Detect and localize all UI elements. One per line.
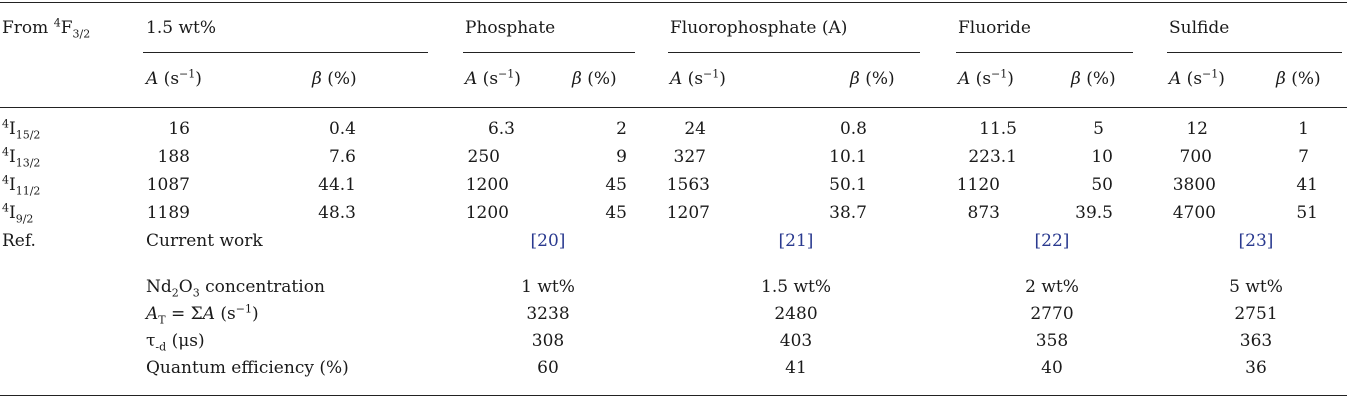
table-mid-rule: [0, 107, 1347, 108]
ref-link-23[interactable]: [23]: [1238, 231, 1274, 251]
table-cell: 24: [684, 119, 706, 139]
group-header-sulfide: Sulfide: [1169, 18, 1230, 38]
group-rule-1-5wt: [143, 52, 428, 53]
table-cell: 1207: [666, 203, 710, 223]
group-header-fluorophosphate: Fluorophosphate (A): [670, 18, 848, 38]
table-cell: 44.1: [318, 175, 356, 195]
col-header-A-1: A $(s^{-1})$: [146, 67, 202, 89]
group-rule-fluorophosphate: [668, 52, 920, 53]
quantum-efficiency-value: 41: [785, 358, 807, 378]
col-header-beta-4: β (%): [1071, 69, 1116, 89]
concentration-value: 1 wt%: [521, 277, 575, 297]
group-rule-phosphate: [463, 52, 635, 53]
table-cell: 11.5: [979, 119, 1017, 139]
table-cell: 50.1: [829, 175, 867, 195]
lifetime-value: 363: [1239, 331, 1273, 351]
lifetime-label: $\tau_{-d}$ (μs): [146, 331, 205, 354]
from-level-header: From $^4F_{3/2}$: [2, 16, 91, 41]
concentration-label: $Nd_2O_3$ concentration: [146, 277, 325, 300]
table-cell: 327: [673, 147, 706, 167]
total-rate-label: $A_T = \Sigma A$ $(s^{-1})$: [146, 302, 259, 327]
table-cell: 250: [467, 147, 500, 167]
col-header-A-4: A $(s^{-1})$: [958, 67, 1014, 89]
table-cell: 51: [1296, 203, 1318, 223]
table-cell: 1087: [146, 175, 190, 195]
row-label-I15-2: $^4I_{15/2}$: [2, 117, 41, 142]
lifetime-value: 403: [779, 331, 813, 351]
table-cell: 1120: [956, 175, 1000, 195]
table-cell: 7: [1298, 147, 1309, 167]
group-header-1-5wt: 1.5 wt%: [146, 18, 216, 38]
table-cell: 700: [1179, 147, 1212, 167]
table-cell: 2: [616, 119, 627, 139]
ref-link-21[interactable]: [21]: [778, 231, 814, 251]
table-bottom-rule: [0, 395, 1347, 396]
concentration-value: 5 wt%: [1229, 277, 1283, 297]
col-header-beta-3: β (%): [850, 69, 895, 89]
table-cell: 45: [605, 203, 627, 223]
table-cell: 3800: [1172, 175, 1216, 195]
col-header-beta-5: β (%): [1276, 69, 1321, 89]
group-header-fluoride: Fluoride: [958, 18, 1031, 38]
table-cell: 0.4: [328, 119, 356, 139]
total-rate-value: 2480: [774, 304, 818, 324]
table-cell: 1: [1298, 119, 1309, 139]
concentration-value: 1.5 wt%: [761, 277, 831, 297]
lifetime-value: 308: [531, 331, 565, 351]
table-cell: 38.7: [829, 203, 867, 223]
ref-current-work: Current work: [146, 231, 263, 251]
total-rate-value: 2770: [1030, 304, 1074, 324]
table-cell: 10.1: [829, 147, 867, 167]
table-cell: 5: [1093, 119, 1104, 139]
quantum-efficiency-label: Quantum efficiency (%): [146, 358, 349, 378]
total-rate-value: 3238: [526, 304, 570, 324]
col-header-A-5: A $(s^{-1})$: [1169, 67, 1225, 89]
table-cell: 50: [1091, 175, 1113, 195]
table-cell: 6.3: [487, 119, 515, 139]
table-cell: 39.5: [1075, 203, 1113, 223]
table-cell: 16: [168, 119, 190, 139]
table-cell: 10: [1091, 147, 1113, 167]
col-header-A-3: A $(s^{-1})$: [670, 67, 726, 89]
row-label-I11-2: $^4I_{11/2}$: [2, 173, 41, 198]
col-header-beta-1: β (%): [312, 69, 357, 89]
table-cell: 1563: [666, 175, 710, 195]
table-cell: 1189: [146, 203, 190, 223]
quantum-efficiency-value: 40: [1041, 358, 1063, 378]
table-top-rule: [0, 2, 1347, 3]
col-header-beta-2: β (%): [572, 69, 617, 89]
table-cell: 188: [157, 147, 190, 167]
table-cell: 12: [1186, 119, 1208, 139]
quantum-efficiency-value: 36: [1245, 358, 1267, 378]
ref-link-22[interactable]: [22]: [1034, 231, 1070, 251]
table-cell: 1200: [465, 203, 509, 223]
group-rule-sulfide: [1167, 52, 1342, 53]
table-cell: 4700: [1172, 203, 1216, 223]
table-cell: 223.1: [968, 147, 1017, 167]
table-cell: 45: [605, 175, 627, 195]
table-cell: 7.6: [328, 147, 356, 167]
quantum-efficiency-value: 60: [537, 358, 559, 378]
ref-row-label: Ref.: [2, 231, 36, 251]
group-rule-fluoride: [956, 52, 1133, 53]
table-cell: 0.8: [839, 119, 867, 139]
col-header-A-2: A $(s^{-1})$: [465, 67, 521, 89]
table-cell: 873: [967, 203, 1000, 223]
lifetime-value: 358: [1035, 331, 1069, 351]
concentration-value: 2 wt%: [1025, 277, 1079, 297]
table-cell: 48.3: [318, 203, 356, 223]
total-rate-value: 2751: [1234, 304, 1278, 324]
row-label-I9-2: $^4I_{9/2}$: [2, 201, 34, 226]
row-label-I13-2: $^4I_{13/2}$: [2, 145, 41, 170]
ref-link-20[interactable]: [20]: [530, 231, 566, 251]
table-cell: 41: [1296, 175, 1318, 195]
table-cell: 9: [616, 147, 627, 167]
group-header-phosphate: Phosphate: [465, 18, 556, 38]
table-cell: 1200: [465, 175, 509, 195]
